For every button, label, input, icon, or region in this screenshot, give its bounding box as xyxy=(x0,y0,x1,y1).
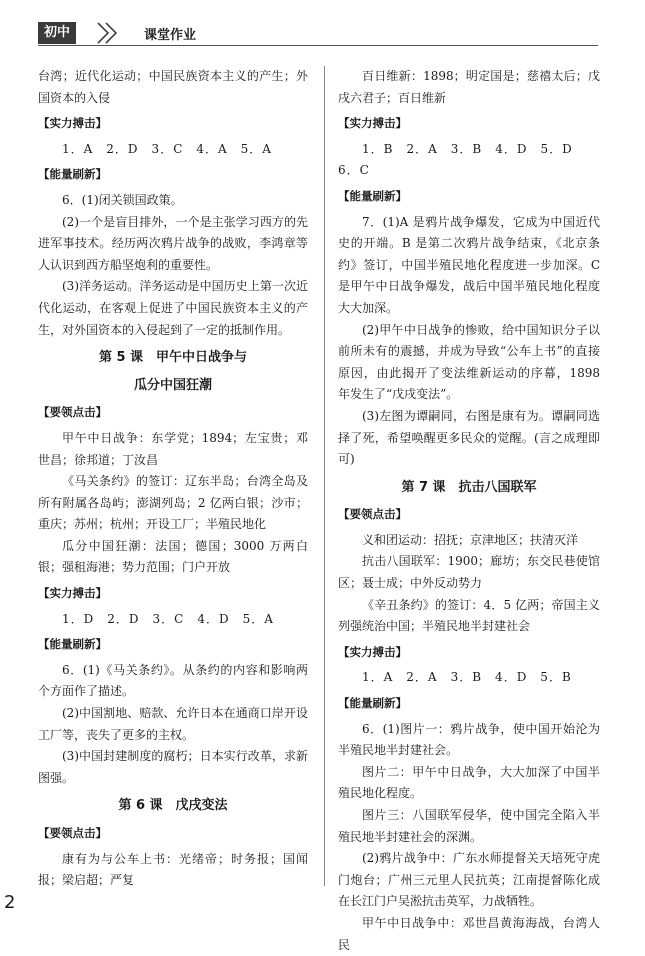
paragraph: 台湾；近代化运动；中国民族资本主义的产生；外国资本的入侵 xyxy=(38,69,308,105)
paragraph: 瓜分中国狂潮：法国；德国；3000 万两白银；强租海港；势力范围；门户开放 xyxy=(38,538,308,575)
section-heading-shili: 【实力搏击】 xyxy=(38,116,107,131)
section-heading-yaoling: 【要领点击】 xyxy=(38,826,107,840)
chevron-right-icon xyxy=(94,20,124,46)
right-column xyxy=(338,66,600,956)
lesson-subtitle-5: 瓜分中国狂潮 xyxy=(133,377,212,393)
paragraph: 图片三：八国联军侵华，使中国完全陷入半殖民地半封建社会的深渊。 xyxy=(338,808,600,844)
paragraph: (2)中国割地、赔款、允许日本在通商口岸开设工厂等，丧失了更多的主权。 xyxy=(38,706,308,742)
section-heading-yaoling: 【要领点击】 xyxy=(38,405,107,420)
paragraph: (3)中国封建制度的腐朽；日本实行改革，求新图强。 xyxy=(38,749,308,785)
lesson-title-7: 第 7 课 抗击八国联军 xyxy=(401,479,537,495)
paragraph: (2)鸦片战争中：广东水师提督关天培死守虎门炮台；广州三元里人民抗英；江南提督陈化成在长江门户吴淞抗击英军，力战牺牲。 xyxy=(338,851,600,909)
answer-line: 1．A 2．A 3．B 4．D 5．B xyxy=(362,670,572,685)
section-heading-nengli: 【能量刷新】 xyxy=(38,637,107,652)
lesson-title-6: 第 6 课 戊戌变法 xyxy=(118,798,228,814)
lesson-title-5: 第 5 课 甲午中日战争与 xyxy=(98,350,248,366)
header-title: 课堂作业 xyxy=(144,28,197,43)
paragraph: 甲午中日战争中：邓世昌黄海海战，台湾人民 xyxy=(338,915,600,952)
paragraph: 抗击八国联军：1900；廊坊；东交民巷使馆区；聂士成；中外反动势力 xyxy=(338,554,600,591)
paragraph: 康有为与公车上书：光绪帝；时务报；国闻报；梁启超；严复 xyxy=(38,851,308,888)
paragraph: 7．(1)A 是鸦片战争爆发，它成为中国近代史的开端。B 是第二次鸦片战争结束，《北京条约》签订，中国半殖民地化程度进一步加深。C 是甲午中日战争爆发，战后中国半殖民地化程度大大加深。 xyxy=(338,214,600,315)
page-header xyxy=(38,18,598,46)
paragraph: 6．(1)《马关条约》。从条约的内容和影响两个方面作了描述。 xyxy=(38,662,308,699)
section-heading-nengli: 【能量刷新】 xyxy=(338,696,407,711)
header-tag: 初中 xyxy=(38,22,76,44)
paragraph: (2)一个是盲目排外，一个是主张学习西方的先进军事技术。经历两次鸦片战争的战败，李鸿章等人认识到西方船坚炮利的重要性。 xyxy=(38,214,308,272)
section-heading-shili: 【实力搏击】 xyxy=(338,644,407,659)
paragraph: (3)洋务运动。洋务运动是中国历史上第一次近代化运动，在客观上促进了中国民族资本主义的产生，对外国资本的入侵起到了一定的抵制作用。 xyxy=(38,279,308,337)
paragraph: (2)甲午中日战争的惨败，给中国知识分子以前所未有的震撼，并成为导致“公车上书”的直接原因，由此揭开了变法维新运动的序幕，1898 年发生了“戊戌变法”。 xyxy=(338,322,600,402)
section-heading-yaoling: 【要领点击】 xyxy=(338,507,407,522)
header-rule xyxy=(38,45,598,46)
answer-line: 1．D 2．D 3．C 4．D 5．A xyxy=(62,611,274,626)
paragraph: 图片二：甲午中日战争，大大加深了中国半殖民地化程度。 xyxy=(338,764,600,801)
paragraph: (3)左图为谭嗣同，右图是康有为。谭嗣同选择了死，希望唤醒更多民众的觉醒。(言之成理即可) xyxy=(338,408,600,467)
paragraph: 6．(1)图片一：鸦片战争，使中国开始沦为半殖民地半封建社会。 xyxy=(338,721,600,758)
paragraph: 甲午中日战争：东学党；1894；左宝贵；邓世昌；徐邦道；丁汝昌 xyxy=(38,430,308,467)
page-number: 2 xyxy=(4,892,16,913)
paragraph: 义和团运动：招抚；京津地区；扶清灭洋 xyxy=(362,532,579,547)
paragraph: 百日维新：1898；明定国是；慈禧太后；戊戌六君子；百日维新 xyxy=(338,69,600,105)
paragraph: 《马关条约》的签订：辽东半岛；台湾全岛及所有附属各岛屿；澎湖列岛；2 亿两白银；沙市；重庆；苏州；杭州；开设工厂；半殖民地化 xyxy=(38,474,308,532)
column-divider xyxy=(324,66,325,886)
section-heading-nengli: 【能量刷新】 xyxy=(38,167,107,182)
section-heading-nengli: 【能量刷新】 xyxy=(338,188,407,203)
paragraph: 《辛丑条约》的签订：4．5 亿两；帝国主义列强统治中国；半殖民地半封建社会 xyxy=(338,597,600,634)
answer-line: 1．A 2．D 3．C 4．A 5．A xyxy=(62,141,272,156)
section-heading-shili: 【实力搏击】 xyxy=(38,586,107,601)
section-heading-shili: 【实力搏击】 xyxy=(338,116,407,131)
paragraph: 6．(1)闭关锁国政策。 xyxy=(62,192,183,207)
answer-line: 1．B 2．A 3．B 4．D 5．D 6．C xyxy=(338,141,586,178)
left-column xyxy=(38,66,308,892)
